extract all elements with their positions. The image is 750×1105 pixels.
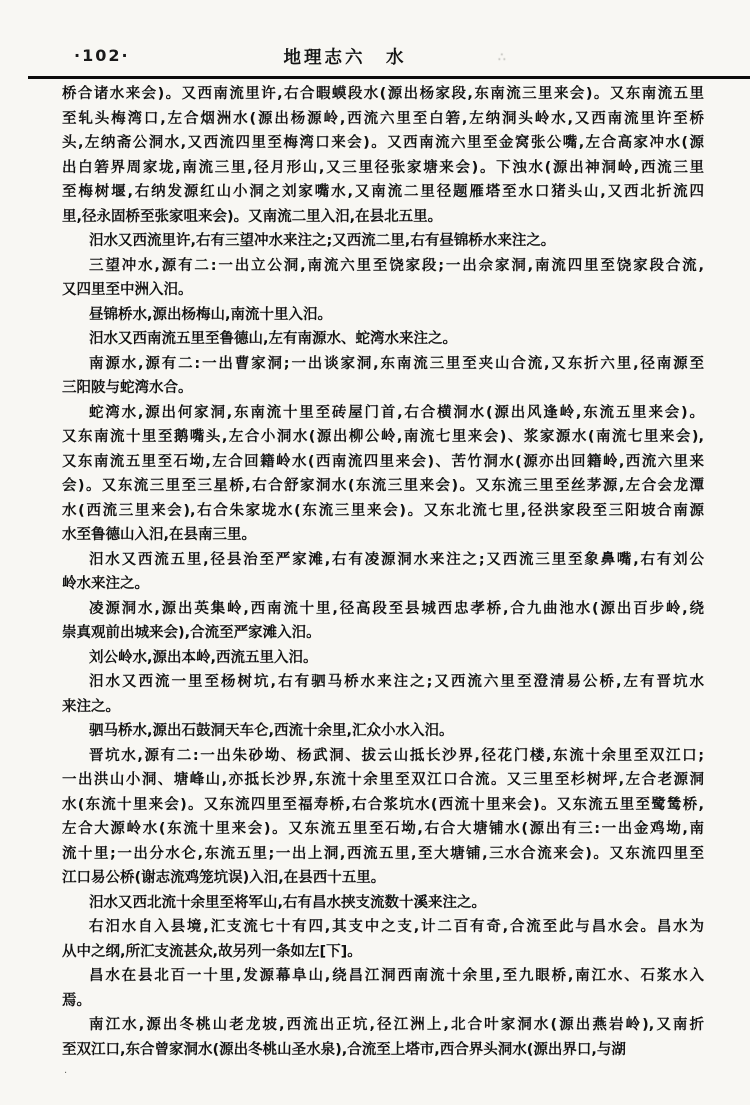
text-line: 来注之。 [62,698,120,715]
running-title: 地理志六 水 [283,48,407,68]
text-line: 焉。 [62,992,91,1009]
text-line: 又东南流十里至鹅嘴头,左合小洞水(源出柳公岭,南流七里来会)、浆家源水(南流七里来会), [62,429,704,445]
paragraph [62,303,704,328]
page-header [0,42,750,72]
scan-smudge-mark: ∴ [498,50,507,64]
paragraph [62,719,704,744]
text-line: 蛇湾水,源出何家洞,东南流十里至砖屋门首,右合横洞水(源出风逢岭,东流五里来会)。 [89,404,704,421]
text-line: 里,径永固桥至张家咀来会)。又南流二里入汨,在县北五里。 [62,208,443,225]
text-line: 至轧头梅湾口,左合烟洲水(源出杨源岭,西流六里至白箬,左纳洞头岭水,又西南流里许至桥 [62,110,704,127]
text-line: 桥合诸水来会)。又西南流里许,右合暇蟆段水(源出杨家段,东南流三里来会)。又东南流五里 [62,86,704,102]
paragraph [62,891,704,916]
paragraph [62,352,704,401]
document-body [62,82,704,1062]
paragraph [62,548,704,597]
paragraph [62,964,704,1013]
text-line: 凌源洞水,源出英集岭,西南流十里,径高段至县城西忠孝桥,合九曲池水(源出百步岭,绕 [89,600,704,617]
text-line: 昼锦桥水,源出杨梅山,南流十里入汨。 [89,306,333,323]
text-line: 南江水,源出冬桃山老龙坡,西流出正坑,径江洲上,北合叶家洞水(源出燕岩岭),又南折 [89,1017,704,1033]
text-line: 汨水又西流一里至杨树坑,右有驷马桥水来注之;又西流六里至澄清易公桥,左有晋坑水 [89,674,704,690]
text-line: 从中之纲,所汇支流甚众,故另列一条如左[下]。 [62,943,362,960]
text-line: 晋坑水,源有二:一出朱砂坳、杨武洞、拔云山抵长沙界,径花门楼,东流十余里至双江口; [89,747,704,764]
text-line: 又东南流五里至石坳,左合回籍岭水(西南流四里来会)、苦竹洞水(源亦出回籍岭,西流六里来 [62,453,704,470]
paragraph [62,254,704,303]
page-number: ·102· [74,46,130,65]
text-line: 左合大源岭水(东流十里来会)。又东流五里至石坳,右合大塘铺水(源出有三:一出金鸡坳,南 [62,821,704,837]
paragraph [62,1013,704,1062]
text-line: 头,左纳斋公洞水,又西流四里至梅湾口来会)。又西南流六里至金窝张公嘴,左合高家冲水(源 [62,135,704,151]
text-line: 又四里至中洲入汨。 [62,282,193,298]
paragraph [62,229,704,254]
paragraph [62,744,704,891]
text-line: 右汨水自入县境,汇支流七十有四,其支中之支,计二百有奇,合流至此与昌水会。昌水为 [89,919,704,935]
text-line: 水(东流十里来会)。又东流四里至福寿桥,右合浆坑水(西流十里来会)。又东流五里至鹭鸶桥, [62,796,704,813]
text-line: 一出洪山小洞、塘峰山,亦抵长沙界,东流十余里至双江口合流。又三里至杉树坪,左合老源洞 [62,772,704,788]
text-line: 汨水又西北流十余里至将军山,右有昌水挟支流数十溪来注之。 [89,894,487,911]
text-line: 至双江口,东合曾家洞水(源出冬桃山圣水泉),合流至上塔市,西合界头洞水(源出界口,与湖 [62,1041,626,1058]
paragraph [62,670,704,719]
paragraph [62,327,704,352]
text-line: 水(西流三里来会),右合朱家垅水(东流三里来会)。又东北流七里,径洪家段至三阳坡合南源 [62,502,704,519]
paragraph [62,646,704,671]
text-line: 崇真观前出城来会),合流至严家滩入汨。 [62,625,321,641]
text-line: 岭水来注之。 [62,576,149,592]
paragraph [62,597,704,646]
text-line: 流十里;一出分水仑,东流五里;一出上洞,西流五里,至大塘铺,三水合流来会)。又东流四里至 [62,845,704,862]
text-line: 会)。又东流三里至三星桥,右合舒家洞水(东流三里来会)。又东流三里至丝茅源,左合会龙潭 [62,478,704,494]
text-line: 汨水又西流里许,右有三望冲水来注之;又西流二里,右有昼锦桥水来注之。 [89,233,556,249]
text-line: 出白箬界周家垅,南流三里,径月形山,又三里径张家塘来会)。下浊水(源出神洞岭,西流三里 [62,159,704,176]
text-line: 南源水,源有二:一出曹家洞;一出谈家洞,东南流三里至夹山合流,又东折六里,径南源至 [89,355,704,372]
text-line: 江口易公桥(谢志流鸡笼坑误)入汨,在县西十五里。 [62,870,386,886]
text-line: 至梅树堰,右纳发源红山小洞之刘家嘴水,又南流二里径题雁塔至水口猪头山,又西北折流四 [62,184,704,200]
scan-speck: · [64,1068,68,1079]
text-line: 水至鲁德山入汨,在县南三里。 [62,527,257,543]
paragraph [62,401,704,548]
text-line: 三望冲水,源有二:一出立公洞,南流六里至饶家段;一出佘家洞,南流四里至饶家段合流, [89,257,704,274]
text-line: 汨水又西流五里,径县治至严家滩,右有凌源洞水来注之;又西流三里至象鼻嘴,右有刘公 [89,551,704,568]
text-line: 汨水又西南流五里至鲁德山,左有南源水、蛇湾水来注之。 [89,331,458,347]
text-line: 刘公岭水,源出本岭,西流五里入汨。 [89,649,318,666]
text-line: 三阳陂与蛇湾水合。 [62,380,193,396]
paragraph [62,82,704,229]
text-line: 驷马桥水,源出石鼓洞天车仑,西流十余里,汇众小水入汨。 [89,723,454,739]
header-divider-rule [28,76,750,79]
text-line: 昌水在县北百一十里,发源幕阜山,绕昌江洞西南流十余里,至九眼桥,南江水、石浆水入 [89,968,704,984]
paragraph [62,915,704,964]
